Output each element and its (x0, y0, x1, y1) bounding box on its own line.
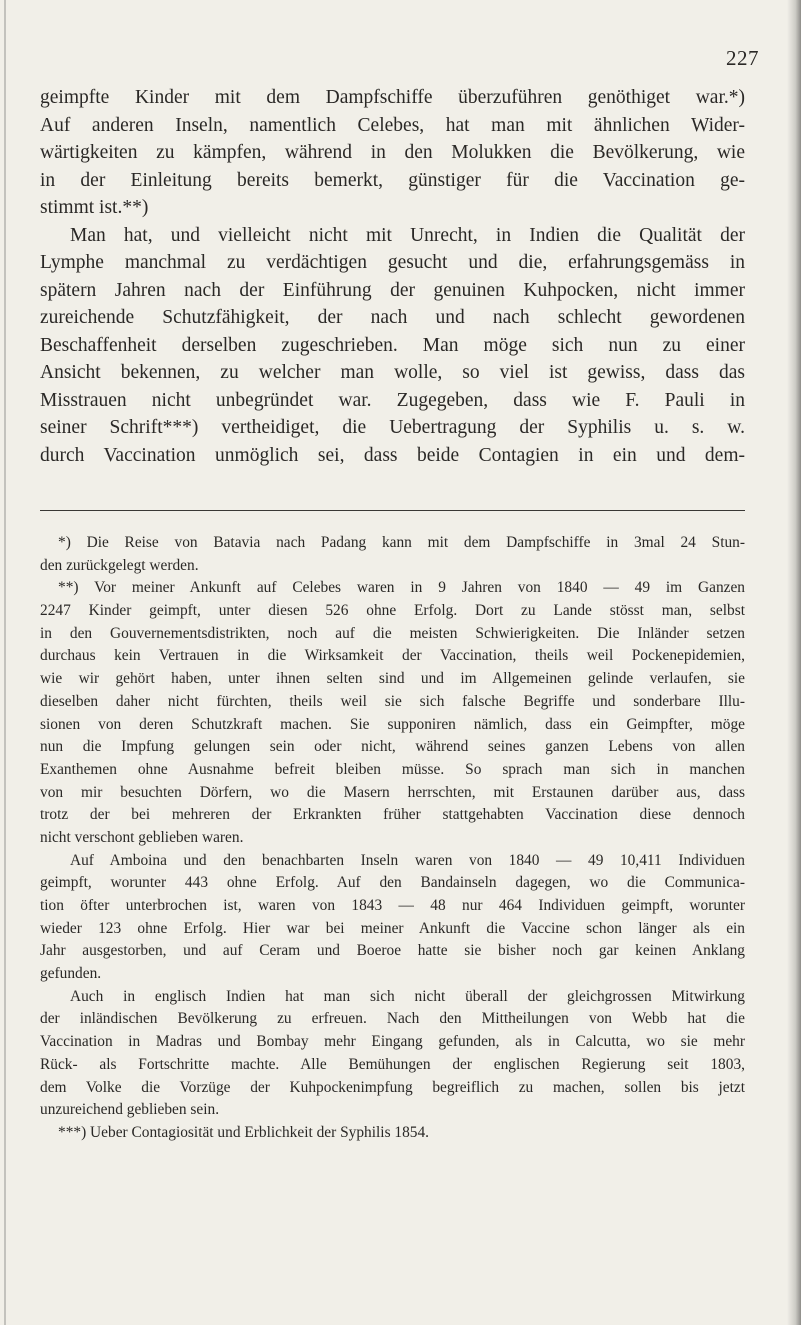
body-line: Misstrauen nicht unbegründet war. Zugegeben, dass wie F. Pauli in (40, 389, 745, 411)
body-line: Man hat, und vielleicht nicht mit Unrecht, in Indien die Qualität der (70, 224, 745, 246)
footnote-line: Auch in englisch Indien hat man sich nicht überall der gleichgrossen Mitwirkung (70, 987, 745, 1005)
page-right-edge-shadow (787, 0, 801, 1325)
footnote-line: durchaus kein Vertrauen in die Wirksamkeit der Vaccination, theils weil Pockenepidemien, (40, 647, 745, 665)
footnote-line: geimpft, worunter 443 ohne Erfolg. Auf den Bandainseln dagegen, wo die Communica- (40, 874, 745, 892)
footnote-line: Exanthemen ohne Ausnahme befreit bleiben müsse. So sprach man sich in manchen (40, 760, 745, 778)
footnote-line: gefunden. (40, 965, 102, 983)
footnote-line: wieder 123 ohne Erfolg. Hier war bei meiner Ankunft die Vaccine schon länger als ein (40, 919, 745, 937)
footnote-line: dieselben daher nicht fürchten, theils weil sie sich falsche Begriffe und sonderbare Illu- (40, 692, 745, 710)
page-number: 227 (726, 46, 759, 70)
footnote-line: trotz der bei mehreren der Erkrankten früher stattgehabten Vaccination diese dennoch (40, 806, 745, 824)
footnote-line: wie wir gehört haben, unter ihnen selten sind und im Allgemeinen gelinde verlaufen, sie (40, 670, 745, 688)
body-line: Lymphe manchmal zu verdächtigen gesucht und die, erfahrungsgemäss in (40, 252, 745, 273)
body-line: zureichende Schutzfähigkeit, der nach und nach schlecht gewordenen (40, 307, 745, 328)
footnote-line: den zurückgelegt werden. (40, 556, 199, 574)
footnote-line: *) Die Reise von Batavia nach Padang kann mit dem Dampfschiffe in 3mal 24 Stun- (58, 534, 745, 551)
footnote-line: Vaccination in Madras und Bombay mehr Eingang gefunden, als in Calcutta, wo sie mehr (40, 1033, 745, 1051)
footnote-line: der inländischen Bevölkerung zu erfreuen. Nach den Mittheilungen von Webb hat die (40, 1010, 745, 1028)
footnote-line: tion öfter unterbrochen ist, waren von 1843 — 48 nur 464 Individuen geimpft, worunter (40, 897, 745, 914)
body-line: spätern Jahren nach der Einführung der genuinen Kuhpocken, nicht immer (40, 279, 745, 301)
body-line: in der Einleitung bereits bemerkt, günstiger für die Vaccination ge- (40, 169, 745, 191)
body-line: geimpfte Kinder mit dem Dampfschiffe überzuführen genöthiget war.*) (40, 87, 745, 108)
footnote-divider (40, 510, 745, 511)
body-line: wärtigkeiten zu kämpfen, während in den Molukken die Bevölkerung, wie (40, 142, 745, 163)
body-line: Beschaffenheit derselben zugeschrieben. Man möge sich nun zu einer (40, 334, 745, 356)
footnote-line: nun die Impfung gelungen sein oder nicht, während seines ganzen Lebens von allen (40, 738, 745, 756)
footnote-line: nicht verschont geblieben waren. (40, 828, 244, 846)
footnote-line: in den Gouvernementsdistrikten, noch auf die meisten Schwierigkeiten. Die Inländer setzen (40, 624, 745, 642)
footnote-line: **) Vor meiner Ankunft auf Celebes waren in 9 Jahren von 1840 — 49 im Ganzen (58, 579, 745, 597)
footnote-line: Auf Amboina und den benachbarten Inseln waren von 1840 — 49 10,411 Individuen (70, 851, 745, 869)
footnote-line: unzureichend geblieben sein. (40, 1101, 220, 1119)
footnote-line: ***) Ueber Contagiosität und Erblichkeit der Syphilis 1854. (58, 1123, 430, 1141)
footnote-line: sionen von deren Schutzkraft machen. Sie supponiren nämlich, dass ein Geimpfter, möge (40, 715, 745, 733)
footnote-line: 2247 Kinder geimpft, unter diesen 526 ohne Erfolg. Dort zu Lande stösst man, selbst (40, 602, 745, 620)
body-line: Ansicht bekennen, zu welcher man wolle, so viel ist gewiss, dass das (40, 362, 745, 383)
footnote-line: von mir besuchten Dörfern, wo die Masern herrschten, mit Erstaunen darüber aus, dass (40, 783, 745, 801)
footnotes (40, 532, 745, 1145)
footnote-line: Rück- als Fortschritte machte. Alle Bemühungen der englischen Regierung seit 1803, (40, 1055, 745, 1073)
page-left-edge (4, 0, 6, 1325)
body-line: Auf anderen Inseln, namentlich Celebes, hat man mit ähnlichen Wider- (40, 114, 745, 136)
body-line: seiner Schrift***) vertheidiget, die Uebertragung der Syphilis u. s. w. (40, 417, 745, 438)
body-line: durch Vaccination unmöglich sei, dass beide Contagien in ein und dem- (40, 444, 745, 466)
main-body-text (40, 84, 745, 469)
footnote-line: Jahr ausgestorben, und auf Ceram und Boeroe hatte sie bisher noch gar keinen Anklang (40, 942, 745, 960)
body-line: stimmt ist.**) (40, 197, 149, 218)
footnote-line: dem Volke die Vorzüge der Kuhpockenimpfung begreiflich zu machen, sollen bis jetzt (40, 1078, 745, 1096)
